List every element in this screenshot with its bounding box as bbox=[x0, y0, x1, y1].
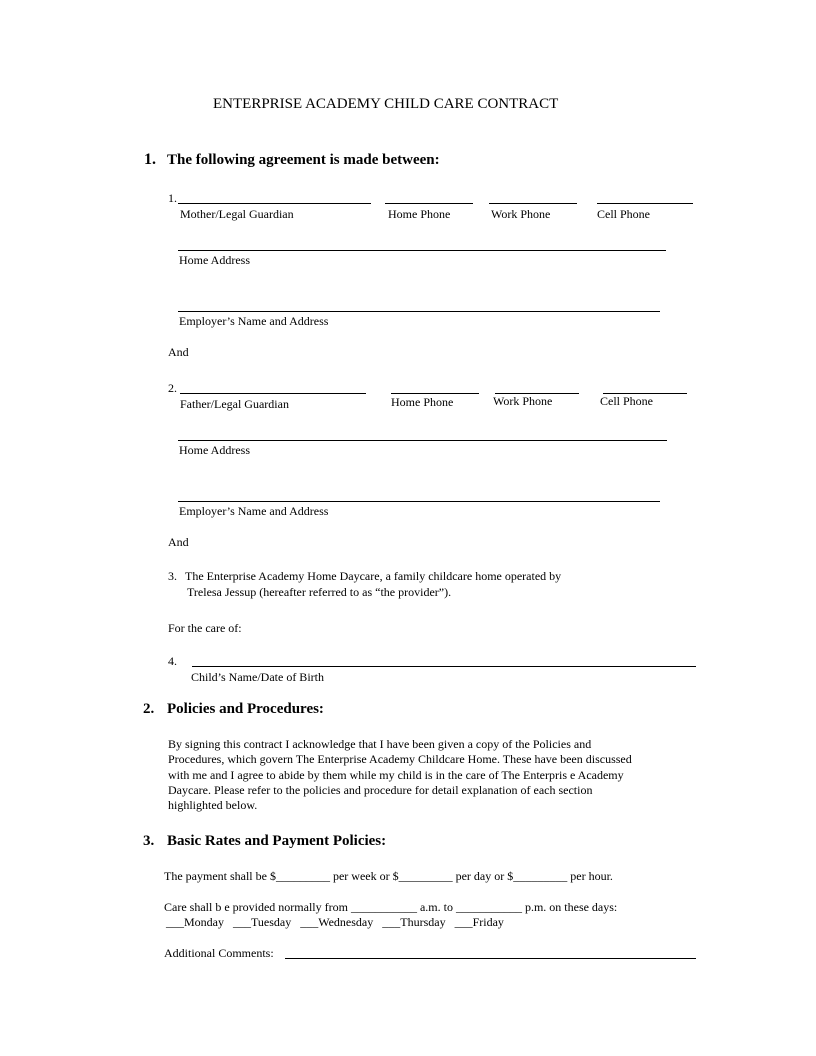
provider-line-2: Trelesa Jessup (hereafter referred to as “the provider”). bbox=[187, 585, 452, 599]
mother-cell-phone-field[interactable] bbox=[597, 203, 693, 204]
father-employer-field[interactable] bbox=[178, 501, 660, 502]
father-home-address-field[interactable] bbox=[178, 440, 667, 441]
section-3-heading: Basic Rates and Payment Policies: bbox=[167, 833, 387, 849]
mother-home-phone-field[interactable] bbox=[385, 203, 473, 204]
mother-work-phone-label: Work Phone bbox=[491, 207, 551, 221]
party-4-number: 4. bbox=[168, 654, 177, 668]
and-text-1: And bbox=[168, 345, 189, 359]
party-3-number: 3. bbox=[168, 569, 177, 583]
additional-comments-field[interactable] bbox=[285, 958, 696, 959]
days-line: ___Monday ___Tuesday ___Wednesday ___Thursday ___Friday bbox=[166, 915, 504, 929]
section-2-number: 2. bbox=[143, 701, 155, 717]
mother-work-phone-field[interactable] bbox=[489, 203, 577, 204]
mother-home-address-label: Home Address bbox=[179, 253, 250, 267]
mother-name-field[interactable] bbox=[178, 203, 371, 204]
section-2-heading: Policies and Procedures: bbox=[167, 701, 324, 717]
mother-employer-field[interactable] bbox=[178, 311, 660, 312]
section-1-heading: The following agreement is made between: bbox=[167, 152, 440, 168]
additional-comments-label: Additional Comments: bbox=[164, 946, 274, 960]
policies-paragraph: By signing this contract I acknowledge that I have been given a copy of the Policies and Procedures, which govern The Enterprise Academy Childcare Home. These have been discussed with me and I agree to abide by them while my child is in the care of The Enterpris e Academy Daycare. Please refer to the policies and procedure for detail explanation of each section highlighted below. bbox=[168, 737, 632, 813]
mother-home-address-field[interactable] bbox=[178, 250, 666, 251]
father-home-phone-field[interactable] bbox=[391, 393, 479, 394]
mother-label: Mother/Legal Guardian bbox=[180, 207, 294, 221]
father-home-address-label: Home Address bbox=[179, 443, 250, 457]
for-care-of-text: For the care of: bbox=[168, 621, 242, 635]
father-employer-label: Employer’s Name and Address bbox=[179, 504, 329, 518]
party-1-number: 1. bbox=[168, 191, 177, 205]
child-name-field[interactable] bbox=[192, 666, 696, 667]
payment-line: The payment shall be $_________ per week or $_________ per day or $_________ per hour. bbox=[164, 869, 613, 883]
mother-employer-label: Employer’s Name and Address bbox=[179, 314, 329, 328]
father-work-phone-label: Work Phone bbox=[493, 394, 553, 408]
mother-home-phone-label: Home Phone bbox=[388, 207, 451, 221]
father-label: Father/Legal Guardian bbox=[180, 397, 289, 411]
mother-cell-phone-label: Cell Phone bbox=[597, 207, 650, 221]
father-name-field[interactable] bbox=[180, 393, 366, 394]
father-home-phone-label: Home Phone bbox=[391, 395, 454, 409]
section-3-number: 3. bbox=[143, 833, 155, 849]
child-label: Child’s Name/Date of Birth bbox=[191, 670, 324, 684]
father-cell-phone-label: Cell Phone bbox=[600, 394, 653, 408]
party-2-number: 2. bbox=[168, 381, 177, 395]
care-hours-line: Care shall b e provided normally from ___________ a.m. to ___________ p.m. on these days: bbox=[164, 900, 618, 914]
provider-line-1: The Enterprise Academy Home Daycare, a family childcare home operated by bbox=[185, 569, 562, 583]
and-text-2: And bbox=[168, 535, 189, 549]
section-1-number: 1. bbox=[144, 151, 156, 168]
document-title: ENTERPRISE ACADEMY CHILD CARE CONTRACT bbox=[213, 96, 559, 112]
